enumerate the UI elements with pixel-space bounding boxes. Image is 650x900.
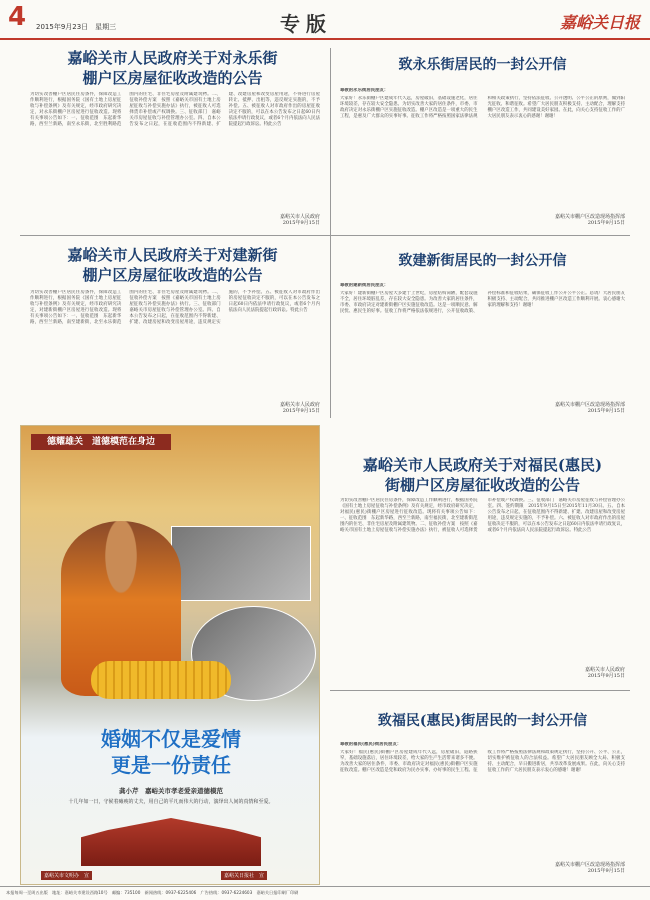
row-divider — [20, 235, 630, 236]
corn-cobs — [91, 661, 231, 699]
letter-title: 致永乐街居民的一封公开信 — [398, 57, 567, 73]
letter-signature — [480, 862, 625, 874]
letter-signature — [480, 214, 625, 226]
ad-credit-left: 嘉峪关市文明办 宣 — [41, 871, 92, 880]
letter-title: 致建新街居民的一封公开信 — [398, 253, 567, 269]
notice-title-line1: 嘉峪关市人民政府关于对福民(惠民) — [362, 456, 603, 474]
signature-date: 2015年9月15日 — [282, 408, 320, 414]
row-divider — [330, 690, 630, 691]
notice-body: 为切实改善棚户区居民住房条件，保障改造工作顺利进行，根据国务院《国有土地上房屋征收与补偿条例》及有关规定，经市政府研究决定，对建新街棚户区房屋进行征收改造。现将有关事项公告如下：一、征收范围 东起新华路，西至兰新路，南至建新街，北至永乐街范围内的住宅、非住宅房屋及附属建筑物。二、征收补偿方案 按照《嘉峪关市国有土地上房屋征收与补偿实施办法》执行。三、征收部门 嘉峪关市房屋征收与补偿管理办公室。四、自本公告发布之日起，在征收范围内不得新建、扩建、改建房屋和改变房屋用途，违反规定实施的，不予补偿。五、被征收人对市政府作出的房屋征收决定不服的，可以在本公告发布之日起60日内依法申请行政复议，或者6个月内依法向人民法院提起行政诉讼。特此公告 — [30, 290, 320, 325]
notice-body: 为切实改善棚户区居民住房条件，保障改造工作顺利进行，根据国务院《国有土地上房屋征收与补偿条例》及有关规定，经市政府研究决定，对福民(惠民)街棚户区房屋进行征收改造。现将有关事项公告如下：一、征收范围 东起新华路，西至兰新路，南至福民街，北至建新街范围内的住宅、非住宅房屋及附属建筑物。二、征收补偿方案 按照《嘉峪关市国有土地上房屋征收与补偿实施办法》执行，被征收人可选择货币补偿或产权调换。三、征收部门 嘉峪关市房屋征收与补偿管理办公室。四、签约期限 2015年9月15日至2015年11月30日。五、自本公告发布之日起，在征收范围内不得新建、扩建、改建房屋和改变房屋用途，违反规定实施的，不予补偿。六、被征收人对市政府作出的房屋征收决定不服的，可以在本公告发布之日起60日内依法申请行政复议，或者6个月内依法向人民法院提起行政诉讼。特此公告 — [340, 498, 625, 533]
ad-banner: 德耀雄关 道德模范在身边 — [31, 434, 171, 450]
signature-org: 嘉峪关市棚户区改造现场指挥部 — [554, 214, 625, 220]
notice-title-line2: 棚户区房屋征收改造的公告 — [82, 69, 263, 87]
signature-date: 2015年9月15日 — [282, 220, 320, 226]
notice-title — [335, 455, 630, 495]
slogan-line2: 更是一份责任 — [111, 753, 231, 777]
letter-signature — [480, 402, 625, 414]
signature-date: 2015年9月15日 — [587, 220, 625, 226]
letter-body: 大家好！建新街棚户区房屋大多建于上世纪，房屋结构简陋，配套设施不全，居住环境脏乱差，存在较大安全隐患。为改善大家的居住条件，市委、市政府决定对建新街棚户区实施征收改造。这是一项顺民意、解民忧、惠民生的好事。征收工作将严格依法依规进行，公开征收政策、补偿标准和征收结果，确保征收工作公开公平公正。恳请广大居民朋友积极支持、主动配合，共同推进棚户区改造工作顺利开展。衷心感谢大家的理解和支持！谢谢！ — [340, 291, 625, 314]
ad-slogan — [41, 726, 301, 778]
notice-signature — [200, 214, 320, 226]
signature-org: 嘉峪关市棚户区改造现场指挥部 — [554, 862, 625, 868]
notice-title — [20, 48, 325, 88]
notice-title-line1: 嘉峪关市人民政府关于对永乐街 — [67, 49, 278, 67]
notice-title-line1: 嘉峪关市人民政府关于对建新街 — [67, 246, 278, 264]
signature-org: 嘉峪关市人民政府 — [279, 214, 320, 220]
notice-title-line2: 街棚户区房屋征收改造的公告 — [384, 476, 580, 494]
section-title: 专版 — [280, 12, 332, 36]
signature-org: 嘉峪关市人民政府 — [584, 667, 625, 673]
notice-title — [20, 245, 325, 285]
letter-salutation: 尊敬的建新街居民朋友： — [340, 283, 389, 288]
signature-date: 2015年9月15日 — [587, 868, 625, 874]
ad-name-line: 龚小芹 嘉峪关市孝老爱亲道德模范 — [119, 787, 223, 795]
slogan-line1: 婚姻不仅是爱情 — [101, 727, 241, 751]
family-photo — [171, 526, 311, 601]
issue-date: 2015年9月23日 星期三 — [36, 23, 117, 31]
signature-org: 嘉峪关市棚户区改造现场指挥部 — [554, 402, 625, 408]
letter-title: 致福民(惠民)街居民的一封公开信 — [377, 713, 588, 729]
ad-caption: 十几年如一日，守候着瘫痪的丈夫，用自己的平凡而伟大的行动，演绎出人间的真情和至爱。 — [68, 799, 274, 805]
notice-signature — [200, 402, 320, 414]
signature-date: 2015年9月15日 — [587, 408, 625, 414]
letter-body: 大家好！福民(惠民)街棚户区房屋建成年代久远，房屋破旧，道路狭窄，基础设施落后，居住环境较差，给大家的生产生活带来诸多不便。为改善大家的居住条件，市委、市政府决定对福民(惠民)街棚户区实施征收改造。棚户区改造是党和政府为民办实事、办好事的民生工程。征收工作将严格按照法律法规和政策规定执行，坚持公开、公平、公正，切实维护被征收人的合法权益。希望广大居民朋友顾全大局、积极支持、主动配合，早日搬进新居，共享改革发展成果。在此，向关心支持征收工作的广大居民朋友表示衷心的感谢！谢谢！ — [340, 750, 625, 773]
notice-body: 为切实改善棚户区居民住房条件，保障改造工作顺利进行，根据国务院《国有土地上房屋征收与补偿条例》及有关规定，经市政府研究决定，对永乐街棚户区房屋进行征收改造。现将有关事项公告如下：一、征收范围 东起新华路，西至兰新路，南至永乐街，北至胜利路范围内的住宅、非住宅房屋及附属建筑物。二、征收补偿方案 按照《嘉峪关市国有土地上房屋征收与补偿实施办法》执行，被征收人可选择货币补偿或产权调换。三、征收部门 嘉峪关市房屋征收与补偿管理办公室。四、自本公告发布之日起，在征收范围内不得新建、扩建、改建房屋和改变房屋用途，不得进行房屋转让、抵押、出租等，违反规定实施的，不予补偿。五、被征收人对市政府作出的房屋征收决定不服的，可以在本公告发布之日起60日内依法申请行政复议，或者6个月内依法向人民法院提起行政诉讼。特此公告 — [30, 92, 320, 127]
signature-date: 2015年9月15日 — [587, 673, 625, 679]
moral-model-ad — [20, 425, 320, 885]
newspaper-logo: 嘉峪关日报 — [559, 13, 640, 32]
column-divider — [330, 48, 331, 418]
notice-signature — [480, 667, 625, 679]
ad-credit-right: 嘉峪关日报社 宣 — [221, 871, 267, 880]
letter-salutation: 尊敬的永乐街居民朋友： — [340, 88, 389, 93]
signature-org: 嘉峪关市人民政府 — [279, 402, 320, 408]
page-number: 4 — [8, 2, 27, 32]
letter-salutation: 尊敬的福民(惠民)街居民朋友： — [340, 742, 402, 747]
notice-title-line2: 棚户区房屋征收改造的公告 — [82, 266, 263, 284]
letter-body: 大家好！永乐街棚户区建成年代久远，房屋破旧，基础设施老化，居住环境较差，存在较大安全隐患。为切实改善大家的居住条件，市委、市政府决定对永乐街棚户区实施征收改造。棚户区改造是一项重大的民生工程，是惠及广大群众的实事好事。征收工作将严格按照国家法律法规和相关政策执行，坚持依法征收、公开透明、公平公正的原则，做到阳光征收、和谐征收。希望广大居民朋友积极支持、主动配合，理解支持棚户区改造工作，共同建设美好家园。在此，向关心支持征收工作的广大居民朋友表示衷心的感谢！谢谢！ — [340, 96, 625, 119]
page-footer: 本报每周一至周五出版 地址：嘉峪关市建设西路10号 邮编：735100 新闻热线：0937-6225406 广告热线：0937-6224603 嘉峪关日报印刷厂印刷 — [0, 886, 650, 900]
